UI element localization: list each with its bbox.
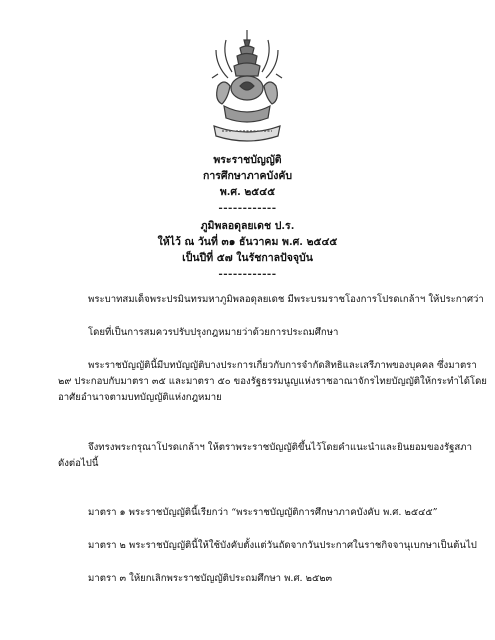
section-1: มาตรา ๑ พระราชบัญญัตินี้เรียกว่า “พระราชบัญญัติการศึกษาภาคบังคับ พ.ศ. ๒๕๔๕” [88,507,438,518]
given-date: ให้ไว้ ณ วันที่ ๓๑ ธันวาคม พ.ศ. ๒๕๔๕ [157,236,338,248]
paragraph-reason: โดยที่เป็นการสมควรปรับปรุงกฎหมายว่าด้วยการประถมศึกษา [88,327,339,338]
rights-clause-line-2: ๒๙ ประกอบกับมาตรา ๓๕ และมาตรา ๕๐ ของรัฐธรรมนูญแห่งราชอาณาจักรไทยบัญญัติให้กระทำได้โดย [58,376,487,387]
royal-emblem-icon [204,26,290,146]
paragraph-proclamation: พระบาทสมเด็จพระปรมินทรมหาภูมิพลอดุลยเดช มีพระบรมราชโองการโปรดเกล้าฯ ให้ประกาศว่า [88,294,484,305]
document-year: พ.ศ. ๒๕๔๕ [219,186,276,198]
paragraph-enactment [58,440,472,472]
king-signature-block [0,218,495,282]
title-block [0,152,495,216]
separator-line: ------------ [218,202,277,214]
rights-clause-line-3: อาศัยอำนาจตามบทบัญญัติแห่งกฎหมาย [58,392,222,403]
document-title: พระราชบัญญัติ [213,154,282,166]
paragraph-rights-clause [58,358,487,406]
rights-clause-line-1: พระราชบัญญัตินี้มีบทบัญญัติบางประการเกี่ยวกับการจำกัดสิทธิและเสรีภาพของบุคคล ซึ่งมาตรา [88,360,477,371]
enactment-line-1: จึงทรงพระกรุณาโปรดเกล้าฯ ให้ตราพระราชบัญญัติขึ้นไว้โดยคำแนะนำและยินยอมของรัฐสภา [88,442,472,453]
section-3: มาตรา ๓ ให้ยกเลิกพระราชบัญญัติประถมศึกษา พ.ศ. ๒๕๒๓ [88,573,333,584]
reign-year: เป็นปีที่ ๕๗ ในรัชกาลปัจจุบัน [182,252,313,264]
section-2: มาตรา ๒ พระราชบัญญัตินี้ให้ใช้บังคับตั้งแต่วันถัดจากวันประกาศในราชกิจจานุเบกษาเป็นต้นไป [88,540,477,551]
enactment-line-2: ดังต่อไปนี้ [58,458,99,469]
separator-line-2: ------------ [218,268,277,280]
king-name: ภูมิพลอดุลยเดช ป.ร. [200,220,295,232]
document-subtitle: การศึกษาภาคบังคับ [202,170,293,182]
